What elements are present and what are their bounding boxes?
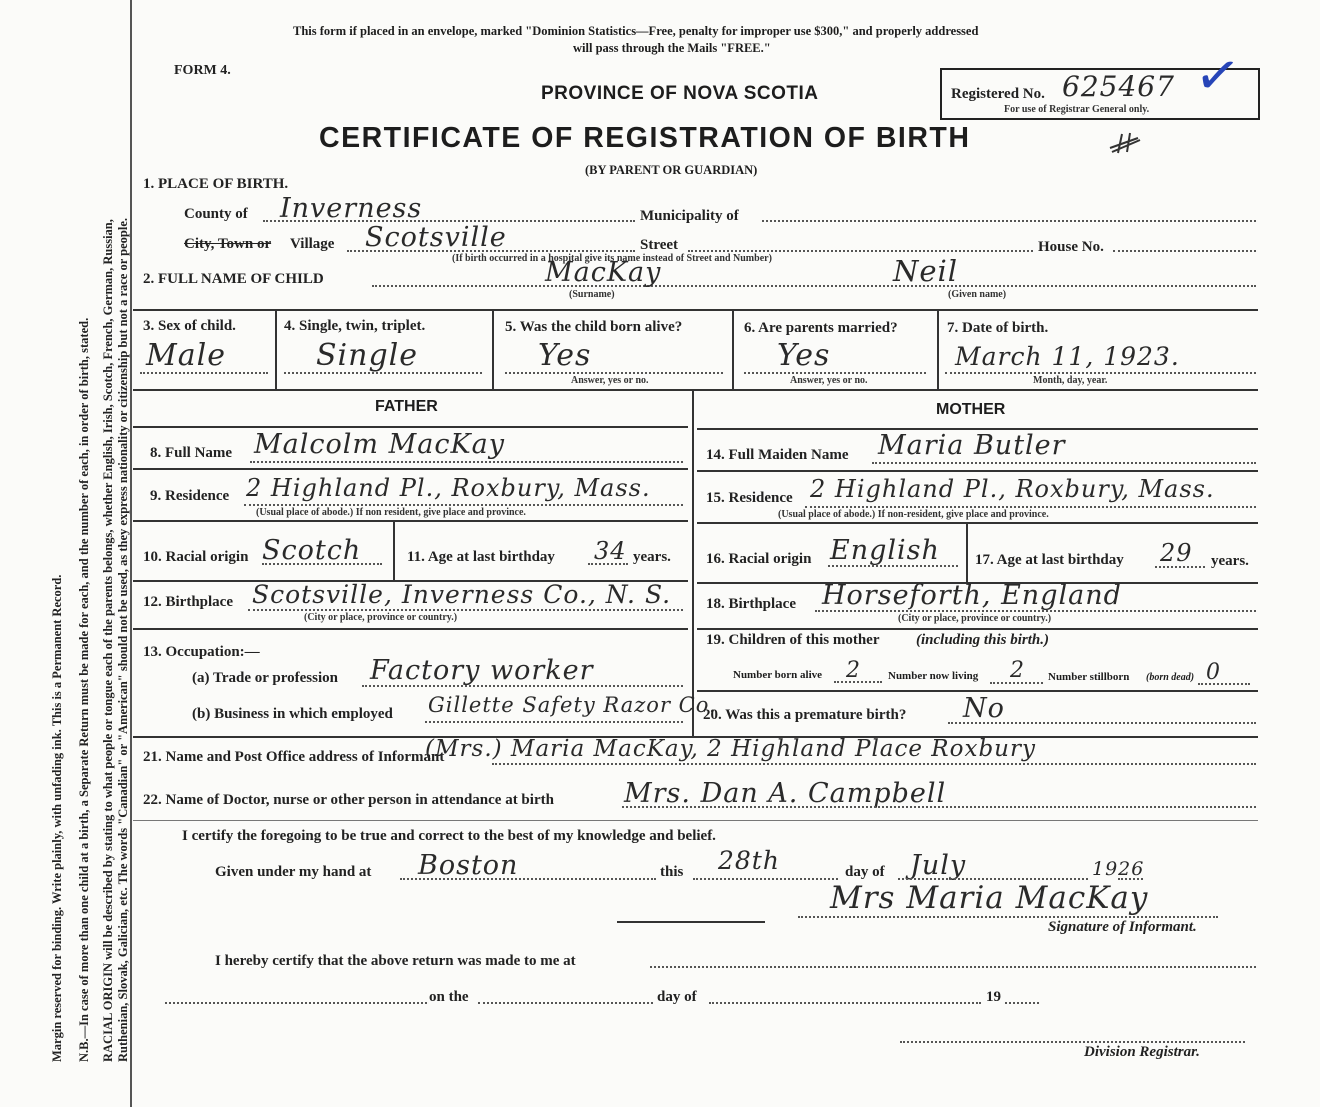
margin-notes xyxy=(50,218,131,1062)
father-name-label: 8. Full Name xyxy=(150,445,233,461)
hospital-note: (If birth occurred in a hospital give its name instead of Street and Number) xyxy=(452,253,772,264)
sex-label: 3. Sex of child. xyxy=(143,318,236,334)
check-mark-icon: ✓ xyxy=(1190,43,1245,109)
mother-row-rule-1 xyxy=(697,470,1258,472)
this-label: this xyxy=(660,864,684,880)
father-heading: FATHER xyxy=(375,398,438,415)
business-label: (b) Business in which employed xyxy=(192,706,393,722)
trade-label: (a) Trade or profession xyxy=(192,670,338,686)
informant-line xyxy=(492,763,1256,765)
mother-heading: MOTHER xyxy=(936,401,1006,418)
certification-day-line xyxy=(693,878,838,880)
margin-note-binding: Margin reserved for binding. Write plainly, with unfading ink. This is a Permanent Record. xyxy=(50,574,64,1062)
registrar-year-line xyxy=(1005,1002,1039,1004)
province-heading: PROVINCE OF NOVA SCOTIA xyxy=(541,83,819,104)
registrar-month-line xyxy=(709,1002,981,1004)
trade-value: Factory worker xyxy=(370,655,594,686)
born-alive-count-value: 2 xyxy=(846,658,861,683)
father-residence-label: 9. Residence xyxy=(150,488,230,504)
registrar-first-line xyxy=(165,1002,427,1004)
mother-name-label: 14. Full Maiden Name xyxy=(706,447,849,463)
father-heading-rule xyxy=(133,426,688,428)
postal-notice-2: will pass through the Mails "FREE." xyxy=(573,41,771,55)
registered-number-label: Registered No. xyxy=(951,86,1045,102)
row3-divider-4 xyxy=(937,309,939,389)
municipality-label: Municipality of xyxy=(640,208,739,224)
plurality-line xyxy=(284,372,482,374)
certification-statement: I certify the foregoing to be true and correct to the best of my knowledge and belief. xyxy=(182,828,716,844)
village-label-struck: City, Town or xyxy=(184,236,272,252)
doctor-label: 22. Name of Doctor, nurse or other person in attendance at birth xyxy=(143,792,554,808)
certification-rule xyxy=(133,820,1258,821)
father-race-divider xyxy=(393,520,395,580)
now-living-line xyxy=(990,682,1043,684)
row3-top-rule xyxy=(133,309,1258,311)
father-age-value: 34 xyxy=(594,537,627,565)
village-value: Scotsville xyxy=(365,222,507,253)
mother-race-value: English xyxy=(830,535,940,566)
child-given-note: (Given name) xyxy=(948,289,1007,300)
born-alive-note: Answer, yes or no. xyxy=(571,375,649,386)
date-of-birth-label: 7. Date of birth. xyxy=(947,320,1049,336)
premature-label: 20. Was this a premature birth? xyxy=(703,707,907,723)
mother-birthplace-value: Horseforth, England xyxy=(822,580,1122,611)
registrar-signature-label: Division Registrar. xyxy=(1084,1044,1200,1060)
trade-line xyxy=(362,685,683,687)
given-under-label: Given under my hand at xyxy=(215,864,372,880)
registrar-day-of-label: day of xyxy=(657,989,697,1005)
born-alive-line xyxy=(505,372,723,374)
occupation-label: 13. Occupation:— xyxy=(143,644,260,660)
born-alive-label: 5. Was the child born alive? xyxy=(505,319,683,335)
father-name-value: Malcolm MacKay xyxy=(254,429,505,460)
registrar-note: For use of Registrar General only. xyxy=(1004,104,1150,115)
county-label: County of xyxy=(184,206,248,222)
form-number: FORM 4. xyxy=(174,63,231,78)
mother-residence-label: 15. Residence xyxy=(706,490,793,506)
village-line xyxy=(347,250,635,252)
day-of-label: day of xyxy=(845,864,885,880)
mother-residence-line xyxy=(805,506,1256,508)
child-given-value: Neil xyxy=(893,254,959,288)
father-row-rule-1 xyxy=(133,468,688,470)
mother-race-label: 16. Racial origin xyxy=(706,551,812,567)
row3-divider-1 xyxy=(275,309,277,389)
business-line xyxy=(425,721,683,723)
date-of-birth-note: Month, day, year. xyxy=(1033,375,1108,386)
father-birthplace-label: 12. Birthplace xyxy=(143,594,233,610)
father-race-line xyxy=(262,563,382,565)
child-surname-value: MacKay xyxy=(545,257,662,288)
registrar-day-line xyxy=(478,1002,653,1004)
mother-race-line xyxy=(828,565,958,567)
now-living-value: 2 xyxy=(1010,658,1025,683)
certification-place-line xyxy=(400,878,656,880)
parents-married-note: Answer, yes or no. xyxy=(790,375,868,386)
parents-center-divider xyxy=(692,389,694,736)
mother-birthplace-line xyxy=(815,610,1256,612)
mother-residence-note: (Usual place of abode.) If non-resident, give place and province. xyxy=(778,509,1049,520)
sex-line xyxy=(140,372,268,374)
mother-age-value: 29 xyxy=(1160,539,1193,567)
mother-residence-value: 2 Highland Pl., Roxbury, Mass. xyxy=(810,475,1215,503)
child-surname-note: (Surname) xyxy=(569,289,615,300)
house-number-label: House No. xyxy=(1038,239,1104,255)
certification-month-value: July xyxy=(910,850,967,881)
stillborn-note: (born dead) xyxy=(1146,672,1195,683)
mother-name-line xyxy=(872,462,1256,464)
father-race-value: Scotch xyxy=(262,535,362,566)
informant-signature-value: Mrs Maria MacKay xyxy=(830,880,1149,916)
father-birthplace-value: Scotsville, Inverness Co., N. S. xyxy=(252,580,672,609)
date-of-birth-line xyxy=(945,372,1256,374)
parents-married-label: 6. Are parents married? xyxy=(744,320,898,336)
scribble-mark-icon xyxy=(1108,132,1144,154)
informant-value: (Mrs.) Maria MacKay, 2 Highland Place Roxbury xyxy=(425,736,1036,762)
parents-married-value: Yes xyxy=(777,338,831,373)
margin-border xyxy=(130,0,132,1107)
father-age-line xyxy=(588,563,628,565)
margin-note-racial-origin-2: Ruthenian, Slovak, Galician, etc. The words "Canadian" or "American" should not be used, as they express nationality or citizenship but not a race or people. xyxy=(116,217,130,1062)
mother-age-label: 17. Age at last birthday xyxy=(975,552,1124,568)
mother-name-value: Maria Butler xyxy=(878,430,1066,461)
stillborn-value: 0 xyxy=(1206,660,1221,685)
father-row-rule-4 xyxy=(133,628,688,630)
father-age-unit: years. xyxy=(633,549,671,565)
mother-birthplace-label: 18. Birthplace xyxy=(706,596,796,612)
now-living-label: Number now living xyxy=(888,670,979,682)
parents-married-line xyxy=(744,372,926,374)
father-residence-note: (Usual place of abode.) If non resident, give place and province. xyxy=(256,507,526,518)
registrar-place-line xyxy=(650,966,1256,968)
father-residence-value: 2 Highland Pl., Roxbury, Mass. xyxy=(246,474,651,502)
father-age-label: 11. Age at last birthday xyxy=(407,549,555,565)
doctor-line xyxy=(622,806,1256,808)
postal-notice-1: This form if placed in an envelope, marked "Dominion Statistics—Free, penalty for improper use $300," and properly addressed xyxy=(293,24,979,38)
child-name-label: 2. FULL NAME OF CHILD xyxy=(143,271,324,287)
mother-row-rule-2 xyxy=(697,522,1258,524)
doctor-value: Mrs. Dan A. Campbell xyxy=(624,778,947,809)
margin-note-racial-origin-1: RACIAL ORIGIN will be described by stating to what people or tongue each of the parents belongs, whether English, Irish, Scotch, French, German, Russian, xyxy=(101,219,115,1062)
row3-divider-3 xyxy=(732,309,734,389)
mother-row-rule-5 xyxy=(697,690,1258,692)
children-note: (including this birth.) xyxy=(916,632,1049,648)
street-label: Street xyxy=(640,237,679,253)
certification-day-value: 28th xyxy=(718,846,780,875)
business-value: Gillette Safety Razor Co. xyxy=(428,693,717,717)
father-birthplace-line xyxy=(248,609,683,611)
informant-label: 21. Name and Post Office address of Informant xyxy=(143,749,445,765)
margin-note-multiple-births: N.B.—In case of more than one child at a birth, a Separate Return must be made for each, and the number of each, in order of birth, stated. xyxy=(77,317,91,1062)
stillborn-line xyxy=(1198,683,1250,685)
mother-age-unit: years. xyxy=(1211,553,1249,569)
father-name-line xyxy=(250,461,683,463)
certificate-subtitle: (BY PARENT OR GUARDIAN) xyxy=(585,163,758,177)
father-race-label: 10. Racial origin xyxy=(143,549,249,565)
place-of-birth-heading: 1. PLACE OF BIRTH. xyxy=(143,176,289,192)
born-alive-value: Yes xyxy=(538,338,592,373)
father-row-rule-2 xyxy=(133,520,688,522)
mother-row-rule-4 xyxy=(697,628,1258,630)
born-alive-count-line xyxy=(834,681,882,683)
stillborn-label: Number stillborn xyxy=(1048,671,1130,683)
father-birthplace-note: (City or place, province or country.) xyxy=(304,612,458,623)
registrar-on-the-label: on the xyxy=(429,989,469,1005)
house-number-line xyxy=(1113,250,1256,252)
premature-value: No xyxy=(963,693,1005,724)
sex-value: Male xyxy=(146,338,226,373)
date-of-birth-value: March 11, 1923. xyxy=(955,342,1180,371)
registrar-statement: I hereby certify that the above return was made to me at xyxy=(215,953,576,969)
child-name-line xyxy=(372,285,1256,287)
mother-race-divider xyxy=(966,522,968,582)
county-value: Inverness xyxy=(280,193,423,224)
row3-bottom-rule xyxy=(133,389,1258,391)
certification-place-value: Boston xyxy=(418,850,519,881)
registered-number-value: 625467 xyxy=(1062,70,1175,103)
father-residence-line xyxy=(244,504,683,506)
certification-year-value: 1926 xyxy=(1092,858,1145,880)
certificate-title: CERTIFICATE OF REGISTRATION OF BIRTH xyxy=(319,122,971,154)
premature-line xyxy=(948,722,1256,724)
plurality-value: Single xyxy=(316,338,419,373)
informant-signature-label: Signature of Informant. xyxy=(1048,919,1197,935)
registrar-year-prefix: 19 xyxy=(986,989,1001,1005)
street-line xyxy=(688,250,1033,252)
born-alive-count-label: Number born alive xyxy=(733,669,823,681)
mother-birthplace-note: (City or place, province or country.) xyxy=(898,613,1052,624)
children-label: 19. Children of this mother xyxy=(706,632,880,648)
informant-signature-line xyxy=(798,916,1218,918)
registrar-signature-line xyxy=(900,1041,1245,1043)
municipality-line xyxy=(762,220,1256,222)
plurality-label: 4. Single, twin, triplet. xyxy=(284,318,426,334)
village-label: Village xyxy=(290,236,335,252)
mother-age-line xyxy=(1155,566,1205,568)
row3-divider-2 xyxy=(492,309,494,389)
stamp-line xyxy=(617,921,765,923)
